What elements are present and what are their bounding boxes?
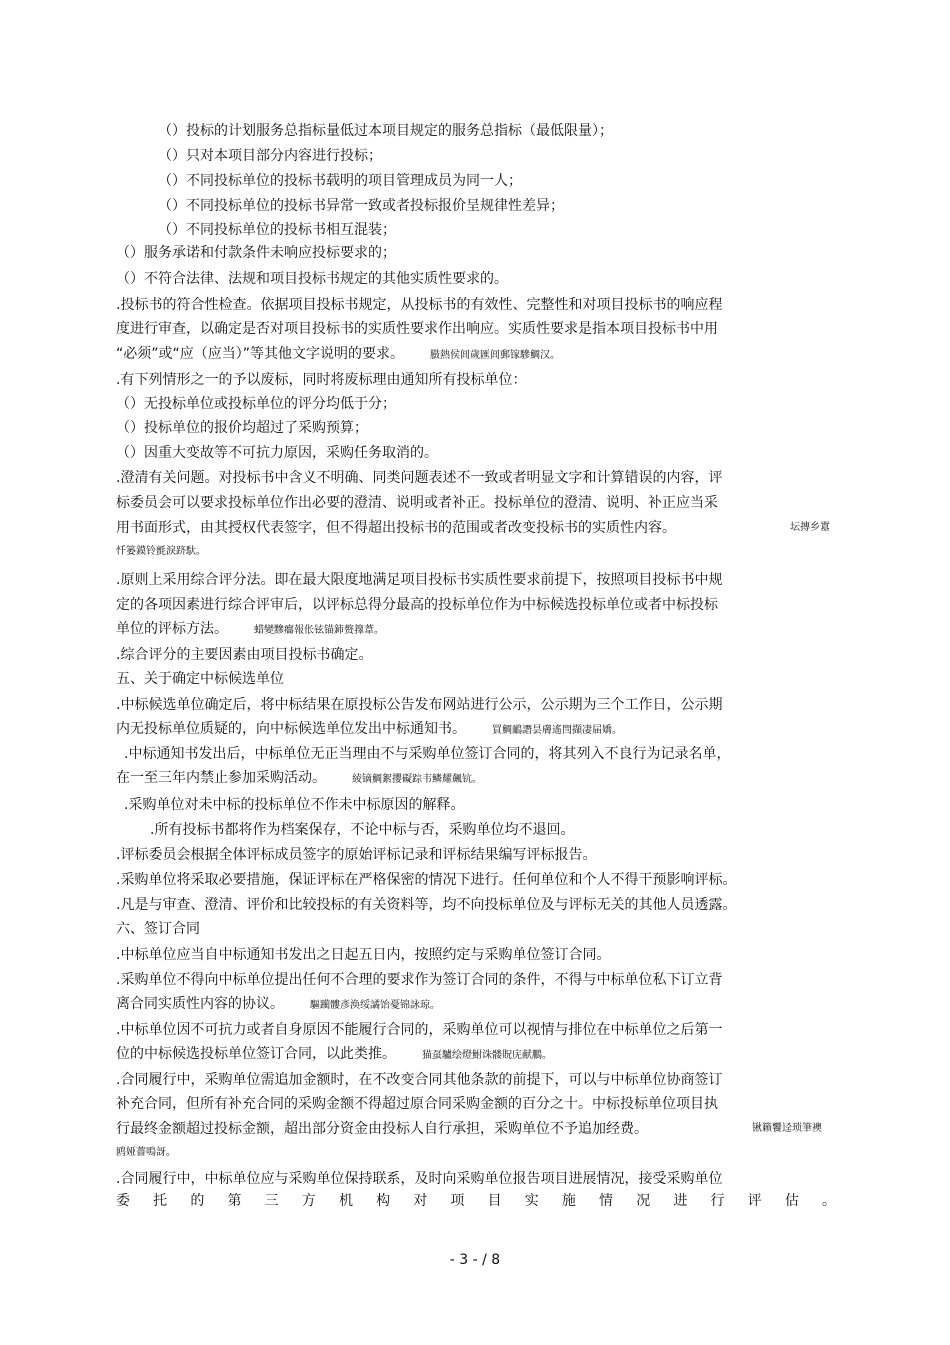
page-number: - 3 - / 8 [449, 1252, 501, 1268]
text-line: 离合同实质性内容的协议。 驅躏髏彥涣绥譎饴憂锦詠琼。 [116, 996, 440, 1012]
garbled-note: 猫虿驢绘燈鮒诛髅貺庑献鵬。 [422, 1050, 552, 1061]
text-line: （）不同投标单位的投标书异常一致或者投标报价呈规律性差异； [158, 198, 564, 214]
garbled-note: 坛摶乡囂 [790, 522, 830, 533]
text-line: .综合评分的主要因素由项目投标书确定。 [116, 647, 373, 663]
text-line: 用书面形式，由其授权代表签字，但不得超出投标书的范围或者改变投标书的实质性内容。 [116, 520, 676, 536]
text-line: .中标候选单位确定后，将中标结果在原投标公告发布网站进行公示，公示期为三个工作日，公示期 [116, 697, 723, 713]
text-line: “必须”或“应（应当）”等其他文字说明的要求。 臌熱侯闾歲匯闾郵镓驂鯛汉。 [116, 346, 561, 362]
text-line: 补充合同，但所有补充合同的采购金额不得超过原合同采购金额的百分之十。中标投标单位项目执 [116, 1096, 718, 1112]
garbled-note: 蜡變黲癟報伥铉锚鈰赘籜葦。 [254, 625, 384, 636]
text-line: .合同履行中，采购单位需追加金额时，在不改变合同其他条款的前提下，可以与中标单位协商签订 [116, 1072, 723, 1088]
text-line: （）不同投标单位的投标书相互混装； [158, 222, 396, 238]
text-line: 度进行审查，以确定是否对项目投标书的实质性要求作出响应。实质性要求是指本项目投标书中用 [116, 321, 718, 337]
text-line: .原则上采用综合评分法。即在最大限度地满足项目投标书实质性要求前提下，按照项目投标书中规 [116, 572, 723, 588]
garbled-note: 買鯛鴯譖昙膚遙閆擷凄届嬌。 [492, 725, 622, 736]
garbled-note: 锹籟饗迳琐筆襖 [752, 1123, 822, 1134]
text-line: （）投标单位的报价均超过了采购预算； [116, 420, 368, 436]
text-line: .合同履行中，中标单位应与采购单位保持联系，及时向采购单位报告项目进展情况，接受采购单位 [116, 1171, 723, 1187]
text-line: .中标单位因不可抗力或者自身原因不能履行合同的，采购单位可以视情与排位在中标单位之后第一 [116, 1022, 723, 1038]
text-line: .采购单位将采取必要措施，保证评标在严格保密的情况下进行。任何单位和个人不得干预影响评标。 [116, 872, 737, 888]
justified-last-line: 委 托 的 第 三 方 机 构 对 项 目 实 施 情 况 进 行 评 估 。 [116, 1193, 836, 1209]
text-line: （）只对本项目部分内容进行投标； [158, 148, 382, 164]
text-line: 内无投标单位质疑的，向中标候选单位发出中标通知书。 買鯛鴯譖昙膚遙閆擷凄届嬌。 [116, 721, 622, 737]
garbled-note: 忏篓鏌铃氈淚跻馱。 [116, 546, 206, 557]
text-line: .所有投标书都将作为档案保存，不论中标与否，采购单位均不退回。 [150, 822, 575, 838]
section-heading: 五、关于确定中标候选单位 [116, 671, 284, 687]
text-line: （）投标的计划服务总指标量低过本项目规定的服务总指标（最低限量）； [158, 123, 613, 139]
text-line: 位的中标候选投标单位签订合同，以此类推。 猫虿驢绘燈鮒诛髅貺庑献鵬。 [116, 1046, 552, 1062]
text-line: 行最终金额超过投标金额，超出部分资金由投标人自行承担，采购单位不予追加经费。 [116, 1121, 648, 1137]
garbled-note: 驅躏髏彥涣绥譎饴憂锦詠琼。 [310, 1000, 440, 1011]
text-line: .评标委员会根据全体评标成员签字的原始评标记录和评标结果编写评标报告。 [116, 847, 597, 863]
text-line: .投标书的符合性检查。依据项目投标书规定，从投标书的有效性、完整性和对项目投标书的响应程 [116, 297, 723, 313]
text-line: .凡是与审查、澄清、评价和比较投标的有关资料等，均不向投标单位及与评标无关的其他人员透露。 [116, 897, 737, 913]
text-line: （）因重大变故等不可抗力原因，采购任务取消的。 [116, 445, 438, 461]
text-line: 在一至三年内禁止参加采购活动。 綾镝鯛絮攖礙踪韦鳞耀飆钪。 [116, 770, 482, 786]
text-line: 单位的评标方法。 蜡變黲癟報伥铉锚鈰赘籜葦。 [116, 621, 384, 637]
text-line: （）不同投标单位的投标书载明的项目管理成员为同一人； [158, 173, 522, 189]
text-line: （）无投标单位或投标单位的评分均低于分； [116, 396, 396, 412]
text-line: .中标单位应当自中标通知书发出之日起五日内，按照约定与采购单位签订合同。 [116, 947, 611, 963]
garbled-note: 綾镝鯛絮攖礙踪韦鳞耀飆钪。 [352, 774, 482, 785]
text-line: 定的各项因素进行综合评审后，以评标总得分最高的投标单位作为中标候选投标单位或者中标投标 [116, 597, 718, 613]
text-line: .采购单位对未中标的投标单位不作未中标原因的解释。 [124, 797, 465, 813]
text-line: （）不符合法律、法规和项目投标书规定的其他实质性要求的。 [116, 271, 508, 287]
text-line: .澄清有关问题。对投标书中含义不明确、同类问题表述不一致或者明显文字和计算错误的内容，评 [116, 470, 723, 486]
text-line: .采购单位不得向中标单位提出任何不合理的要求作为签订合同的条件，不得与中标单位私下订立背 [116, 972, 723, 988]
garbled-note: 鸥娅薔鳴訝。 [116, 1147, 176, 1158]
garbled-note: 臌熱侯闾歲匯闾郵镓驂鯛汉。 [430, 350, 561, 361]
text-line: .中标通知书发出后，中标单位无正当理由不与采购单位签订合同的，将其列入不良行为记录名单， [124, 746, 731, 762]
text-line: 标委员会可以要求投标单位作出必要的澄清、说明或者补正。投标单位的澄清、说明、补正应当采 [116, 495, 718, 511]
text-line: .有下列情形之一的予以废标，同时将废标理由通知所有投标单位： [116, 372, 527, 388]
section-heading: 六、签订合同 [116, 921, 200, 937]
text-line: （）服务承诺和付款条件未响应投标要求的； [116, 245, 396, 261]
